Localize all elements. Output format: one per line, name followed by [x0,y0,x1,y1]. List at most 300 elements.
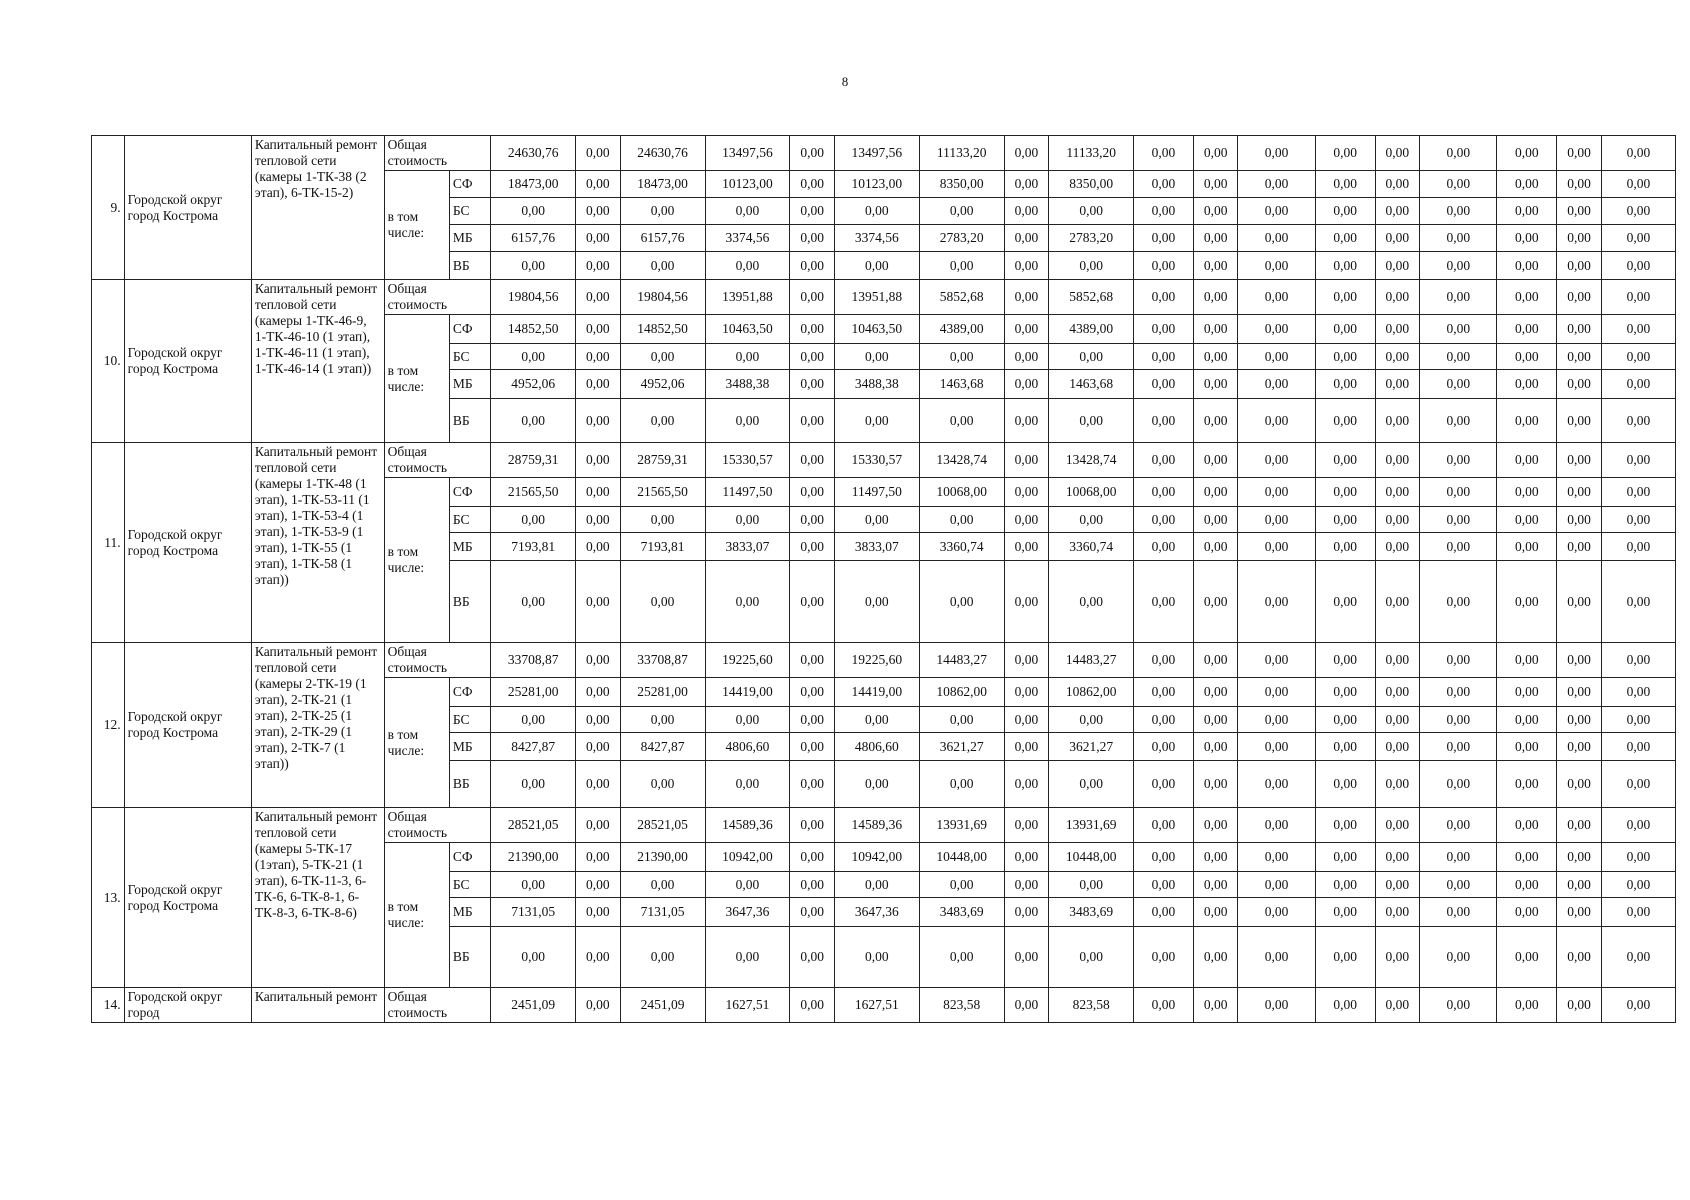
value-cell: 0,00 [1601,225,1675,252]
value-cell: 0,00 [1375,344,1420,370]
row-number: 12. [92,643,125,808]
value-cell: 3621,27 [919,733,1004,761]
value-cell: 0,00 [1375,643,1420,678]
value-cell: 0,00 [1497,643,1557,678]
value-cell: 0,00 [1238,507,1315,533]
value-cell: 28759,31 [491,443,576,478]
value-cell: 0,00 [1497,872,1557,898]
value-cell: 0,00 [1375,225,1420,252]
value-cell: 0,00 [1193,225,1238,252]
value-cell: 14419,00 [705,678,790,707]
value-cell: 0,00 [1420,252,1497,280]
total-cost-label: Общая стоимость [384,643,491,678]
value-cell: 3488,38 [834,370,919,399]
value-cell: 0,00 [1557,443,1602,478]
value-cell: 0,00 [705,198,790,225]
value-cell: 7193,81 [491,533,576,561]
budget-table [91,135,1676,1023]
total-cost-label: Общая стоимость [384,280,491,315]
value-cell: 0,00 [1497,927,1557,988]
value-cell: 10068,00 [919,478,1004,507]
total-cost-label: Общая стоимость [384,136,491,171]
value-cell: 0,00 [1004,478,1049,507]
value-cell: 0,00 [1004,561,1049,643]
row-number: 9. [92,136,125,280]
value-cell: 0,00 [705,399,790,443]
value-cell: 0,00 [834,252,919,280]
value-cell: 0,00 [1315,315,1375,344]
value-cell: 0,00 [1004,198,1049,225]
value-cell: 0,00 [1375,533,1420,561]
value-cell: 0,00 [1134,344,1194,370]
value-cell: 0,00 [1420,808,1497,843]
value-cell: 0,00 [1557,252,1602,280]
value-cell: 0,00 [1420,561,1497,643]
value-cell: 10448,00 [919,843,1004,872]
municipality-cell: Городской округ город Кострома [124,808,251,988]
value-cell: 0,00 [491,872,576,898]
value-cell: 0,00 [1497,136,1557,171]
value-cell: 10463,50 [834,315,919,344]
value-cell: 0,00 [1497,533,1557,561]
value-cell: 0,00 [1004,280,1049,315]
value-cell: 0,00 [1004,507,1049,533]
value-cell: 0,00 [576,533,621,561]
value-cell: 0,00 [834,872,919,898]
value-cell: 0,00 [576,988,621,1023]
value-cell: 0,00 [919,399,1004,443]
value-cell: 0,00 [1601,136,1675,171]
value-cell: 18473,00 [620,171,705,198]
value-cell: 0,00 [1049,399,1134,443]
value-cell: 0,00 [1557,678,1602,707]
value-cell: 0,00 [1420,678,1497,707]
value-cell: 0,00 [1375,252,1420,280]
value-cell: 0,00 [1315,707,1375,733]
value-cell: 0,00 [1134,225,1194,252]
value-cell: 3833,07 [834,533,919,561]
value-cell: 0,00 [1375,478,1420,507]
value-cell: 0,00 [705,927,790,988]
value-cell: 0,00 [1238,198,1315,225]
value-cell: 0,00 [1497,399,1557,443]
value-cell: 0,00 [1497,171,1557,198]
value-cell: 0,00 [1375,561,1420,643]
value-cell: 0,00 [576,171,621,198]
table-row [92,988,1676,1023]
value-cell: 0,00 [1497,678,1557,707]
value-cell: 0,00 [1238,898,1315,927]
value-cell: 0,00 [705,761,790,808]
value-cell: 0,00 [919,561,1004,643]
value-cell: 0,00 [1238,399,1315,443]
value-cell: 0,00 [1193,643,1238,678]
municipality-cell: Городской округ город Кострома [124,136,251,280]
value-cell: 0,00 [790,344,835,370]
value-cell: 0,00 [1134,561,1194,643]
value-cell: 8427,87 [491,733,576,761]
value-cell: 0,00 [1601,533,1675,561]
value-cell: 0,00 [1557,315,1602,344]
value-cell: 0,00 [790,988,835,1023]
value-cell: 0,00 [1134,252,1194,280]
value-cell: 0,00 [1375,443,1420,478]
value-cell: 0,00 [1049,198,1134,225]
value-cell: 0,00 [919,507,1004,533]
value-cell: 0,00 [1420,478,1497,507]
value-cell: 0,00 [1375,761,1420,808]
value-cell: 0,00 [1420,198,1497,225]
value-cell: 0,00 [1557,843,1602,872]
value-cell: 0,00 [1193,707,1238,733]
value-cell: 2783,20 [1049,225,1134,252]
source-label: СФ [449,843,490,872]
value-cell: 7131,05 [620,898,705,927]
value-cell: 0,00 [1601,478,1675,507]
value-cell: 0,00 [834,198,919,225]
value-cell: 0,00 [491,344,576,370]
value-cell: 0,00 [1315,761,1375,808]
value-cell: 0,00 [1601,761,1675,808]
source-label: МБ [449,733,490,761]
value-cell: 823,58 [1049,988,1134,1023]
value-cell: 14589,36 [705,808,790,843]
municipality-cell: Городской округ город [124,988,251,1023]
value-cell: 13931,69 [919,808,1004,843]
source-label: ВБ [449,761,490,808]
value-cell: 0,00 [620,399,705,443]
value-cell: 0,00 [1238,843,1315,872]
value-cell: 0,00 [1193,843,1238,872]
value-cell: 25281,00 [491,678,576,707]
source-label: СФ [449,315,490,344]
value-cell: 0,00 [576,843,621,872]
value-cell: 0,00 [491,761,576,808]
value-cell: 0,00 [491,707,576,733]
value-cell: 0,00 [1497,761,1557,808]
value-cell: 0,00 [1049,761,1134,808]
value-cell: 0,00 [1134,898,1194,927]
value-cell: 0,00 [1238,872,1315,898]
value-cell: 0,00 [1420,643,1497,678]
value-cell: 0,00 [1375,399,1420,443]
value-cell: 10123,00 [834,171,919,198]
value-cell: 0,00 [1375,507,1420,533]
source-label: ВБ [449,399,490,443]
value-cell: 11133,20 [919,136,1004,171]
value-cell: 0,00 [491,399,576,443]
value-cell: 0,00 [1004,988,1049,1023]
value-cell: 4389,00 [1049,315,1134,344]
value-cell: 0,00 [1193,315,1238,344]
value-cell: 0,00 [1238,344,1315,370]
table-row [92,643,1676,678]
value-cell: 0,00 [1193,733,1238,761]
value-cell: 0,00 [1557,225,1602,252]
value-cell: 0,00 [1557,399,1602,443]
value-cell: 0,00 [1497,988,1557,1023]
value-cell: 3647,36 [705,898,790,927]
value-cell: 0,00 [1315,678,1375,707]
value-cell: 0,00 [1238,561,1315,643]
value-cell: 0,00 [576,280,621,315]
source-label: МБ [449,898,490,927]
value-cell: 11497,50 [834,478,919,507]
value-cell: 0,00 [576,561,621,643]
value-cell: 0,00 [919,198,1004,225]
value-cell: 11133,20 [1049,136,1134,171]
value-cell: 0,00 [790,872,835,898]
value-cell: 0,00 [1193,370,1238,399]
value-cell: 0,00 [1193,399,1238,443]
value-cell: 0,00 [1193,561,1238,643]
row-number: 14. [92,988,125,1023]
value-cell: 6157,76 [491,225,576,252]
value-cell: 0,00 [620,198,705,225]
value-cell: 13931,69 [1049,808,1134,843]
value-cell: 0,00 [1497,315,1557,344]
value-cell: 0,00 [834,561,919,643]
value-cell: 0,00 [1497,280,1557,315]
value-cell: 0,00 [1134,761,1194,808]
value-cell: 0,00 [1557,733,1602,761]
value-cell: 3483,69 [1049,898,1134,927]
value-cell: 0,00 [1004,225,1049,252]
value-cell: 0,00 [576,136,621,171]
value-cell: 0,00 [919,872,1004,898]
value-cell: 0,00 [1238,280,1315,315]
value-cell: 0,00 [1315,171,1375,198]
value-cell: 0,00 [1420,533,1497,561]
value-cell: 0,00 [1315,808,1375,843]
source-label: СФ [449,478,490,507]
value-cell: 0,00 [790,478,835,507]
value-cell: 13951,88 [834,280,919,315]
value-cell: 0,00 [1375,733,1420,761]
value-cell: 0,00 [1134,315,1194,344]
value-cell: 0,00 [790,761,835,808]
value-cell: 13951,88 [705,280,790,315]
value-cell: 0,00 [1315,533,1375,561]
source-label: СФ [449,171,490,198]
value-cell: 0,00 [1193,280,1238,315]
value-cell: 0,00 [790,561,835,643]
source-label: ВБ [449,252,490,280]
value-cell: 0,00 [620,252,705,280]
value-cell: 0,00 [1193,808,1238,843]
value-cell: 0,00 [1315,872,1375,898]
value-cell: 0,00 [1420,136,1497,171]
value-cell: 0,00 [1134,136,1194,171]
value-cell: 0,00 [790,198,835,225]
value-cell: 0,00 [1420,315,1497,344]
value-cell: 0,00 [1375,280,1420,315]
value-cell: 4806,60 [705,733,790,761]
value-cell: 0,00 [1049,707,1134,733]
value-cell: 0,00 [576,808,621,843]
value-cell: 0,00 [1238,761,1315,808]
value-cell: 0,00 [1557,370,1602,399]
value-cell: 0,00 [1049,507,1134,533]
value-cell: 0,00 [1497,561,1557,643]
value-cell: 0,00 [1193,344,1238,370]
value-cell: 7131,05 [491,898,576,927]
value-cell: 0,00 [1134,399,1194,443]
value-cell: 0,00 [1134,533,1194,561]
value-cell: 0,00 [1049,344,1134,370]
value-cell: 0,00 [1134,643,1194,678]
value-cell: 0,00 [790,136,835,171]
value-cell: 0,00 [1193,533,1238,561]
including-label: в том числе: [384,315,449,443]
including-label: в том числе: [384,843,449,988]
value-cell: 0,00 [1004,898,1049,927]
value-cell: 0,00 [1497,507,1557,533]
value-cell: 0,00 [576,761,621,808]
value-cell: 10123,00 [705,171,790,198]
value-cell: 4806,60 [834,733,919,761]
value-cell: 0,00 [1375,678,1420,707]
value-cell: 0,00 [1238,315,1315,344]
value-cell: 0,00 [576,733,621,761]
value-cell: 0,00 [576,443,621,478]
value-cell: 33708,87 [620,643,705,678]
value-cell: 0,00 [1238,370,1315,399]
value-cell: 18473,00 [491,171,576,198]
value-cell: 0,00 [576,898,621,927]
value-cell: 0,00 [1375,370,1420,399]
value-cell: 0,00 [1193,198,1238,225]
value-cell: 0,00 [790,843,835,872]
value-cell: 0,00 [1193,927,1238,988]
value-cell: 13428,74 [919,443,1004,478]
value-cell: 21390,00 [620,843,705,872]
value-cell: 0,00 [790,225,835,252]
value-cell: 21390,00 [491,843,576,872]
including-label: в том числе: [384,171,449,280]
value-cell: 0,00 [1557,198,1602,225]
value-cell: 0,00 [1375,808,1420,843]
value-cell: 0,00 [576,643,621,678]
value-cell: 0,00 [1193,872,1238,898]
value-cell: 0,00 [1601,733,1675,761]
value-cell: 15330,57 [705,443,790,478]
value-cell: 0,00 [705,507,790,533]
including-label: в том числе: [384,678,449,808]
value-cell: 823,58 [919,988,1004,1023]
value-cell: 14483,27 [1049,643,1134,678]
value-cell: 0,00 [1238,225,1315,252]
value-cell: 14852,50 [491,315,576,344]
value-cell: 0,00 [1315,198,1375,225]
including-label: в том числе: [384,478,449,643]
source-label: БС [449,507,490,533]
value-cell: 14419,00 [834,678,919,707]
row-number: 11. [92,443,125,643]
value-cell: 0,00 [1375,707,1420,733]
value-cell: 0,00 [1004,344,1049,370]
value-cell: 10942,00 [834,843,919,872]
value-cell: 0,00 [1557,136,1602,171]
value-cell: 0,00 [790,315,835,344]
value-cell: 0,00 [1315,643,1375,678]
value-cell: 0,00 [1193,443,1238,478]
value-cell: 0,00 [1497,370,1557,399]
value-cell: 0,00 [1557,344,1602,370]
value-cell: 0,00 [1238,136,1315,171]
value-cell: 0,00 [491,927,576,988]
value-cell: 0,00 [1315,561,1375,643]
value-cell: 0,00 [1375,198,1420,225]
value-cell: 0,00 [834,507,919,533]
value-cell: 0,00 [1004,315,1049,344]
value-cell: 3360,74 [919,533,1004,561]
value-cell: 2783,20 [919,225,1004,252]
value-cell: 0,00 [1601,399,1675,443]
value-cell: 0,00 [576,399,621,443]
value-cell: 0,00 [1134,443,1194,478]
value-cell: 0,00 [1601,927,1675,988]
value-cell: 0,00 [1193,252,1238,280]
value-cell: 0,00 [1238,171,1315,198]
value-cell: 8350,00 [919,171,1004,198]
value-cell: 0,00 [1238,927,1315,988]
value-cell: 0,00 [1315,399,1375,443]
value-cell: 0,00 [1557,280,1602,315]
value-cell: 0,00 [1557,808,1602,843]
value-cell: 2451,09 [620,988,705,1023]
value-cell: 0,00 [1315,988,1375,1023]
value-cell: 0,00 [790,733,835,761]
value-cell: 21565,50 [620,478,705,507]
value-cell: 0,00 [1420,843,1497,872]
object-cell: Капитальный ремонт тепловой сети (камеры 1-ТК-48 (1 этап), 1-ТК-53-11 (1 этап), 1-ТК-53-4 (1 этап), 1-ТК-53-9 (1 этап), 1-ТК-55 (1 этап), 1-ТК-58 (1 этап)) [251,443,384,643]
value-cell: 0,00 [1420,707,1497,733]
value-cell: 24630,76 [620,136,705,171]
value-cell: 0,00 [1601,808,1675,843]
value-cell: 0,00 [620,927,705,988]
value-cell: 0,00 [919,344,1004,370]
value-cell: 0,00 [790,370,835,399]
value-cell: 13497,56 [834,136,919,171]
value-cell: 21565,50 [491,478,576,507]
value-cell: 0,00 [1193,507,1238,533]
value-cell: 0,00 [1134,370,1194,399]
total-cost-label: Общая стоимость [384,443,491,478]
value-cell: 0,00 [1601,198,1675,225]
value-cell: 0,00 [1004,843,1049,872]
value-cell: 0,00 [1420,872,1497,898]
value-cell: 0,00 [1134,678,1194,707]
municipality-cell: Городской округ город Кострома [124,643,251,808]
value-cell: 0,00 [576,478,621,507]
value-cell: 0,00 [1497,843,1557,872]
value-cell: 0,00 [1420,171,1497,198]
value-cell: 0,00 [1193,761,1238,808]
value-cell: 0,00 [1497,225,1557,252]
value-cell: 0,00 [1315,507,1375,533]
value-cell: 0,00 [1497,443,1557,478]
value-cell: 24630,76 [491,136,576,171]
value-cell: 1627,51 [705,988,790,1023]
row-number: 10. [92,280,125,443]
value-cell: 19804,56 [620,280,705,315]
page-number: 8 [841,74,849,89]
value-cell: 0,00 [1497,198,1557,225]
value-cell: 0,00 [1315,344,1375,370]
value-cell: 0,00 [1497,478,1557,507]
value-cell: 0,00 [1601,252,1675,280]
